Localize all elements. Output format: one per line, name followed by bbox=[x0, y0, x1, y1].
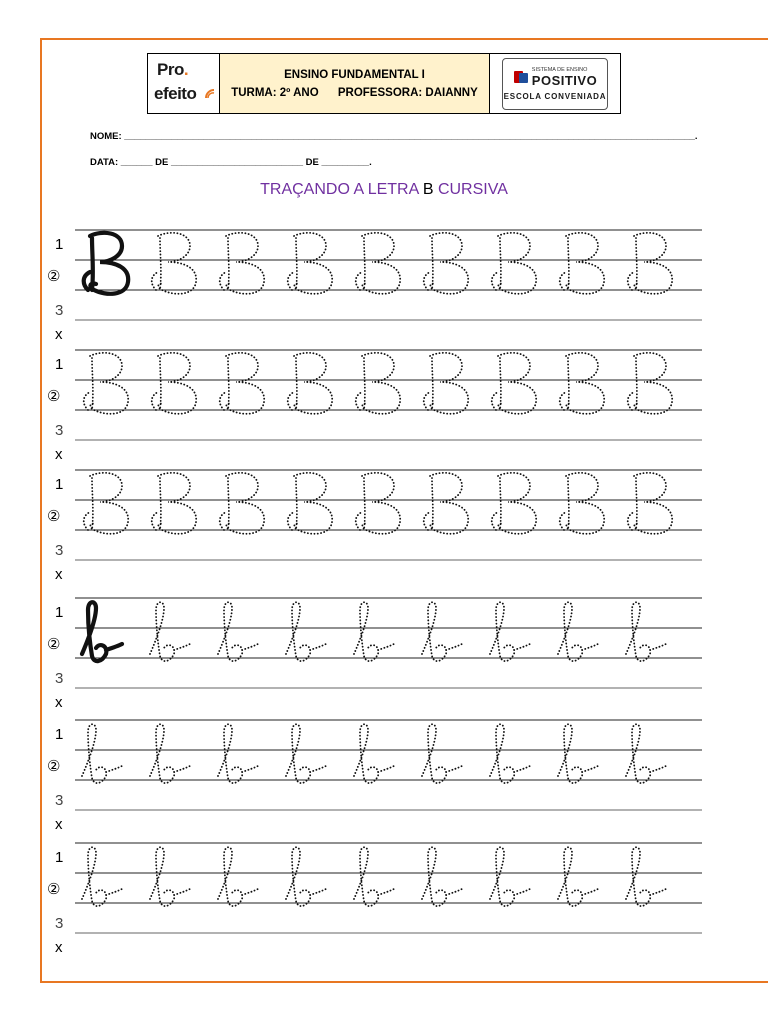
traced-letter-b bbox=[422, 847, 462, 906]
traced-letter-b bbox=[218, 724, 258, 783]
traced-letter-b bbox=[286, 602, 326, 661]
traced-letter-b bbox=[558, 602, 598, 661]
row-marker-1: 1 bbox=[55, 604, 64, 621]
title-letter: B bbox=[422, 181, 434, 198]
traced-letter-b bbox=[218, 602, 258, 661]
traced-letter-B bbox=[288, 353, 332, 414]
traced-letter-B bbox=[152, 353, 196, 414]
model-letter-b bbox=[82, 602, 122, 661]
traced-letter-b bbox=[626, 724, 666, 783]
traced-letter-B bbox=[152, 233, 196, 294]
row-marker-3: 3 bbox=[55, 302, 64, 319]
row-marker-2: ② bbox=[47, 508, 61, 525]
traced-letter-b bbox=[490, 724, 530, 783]
traced-letter-B bbox=[220, 353, 264, 414]
traced-letter-B bbox=[560, 353, 604, 414]
traced-letter-b bbox=[490, 602, 530, 661]
traced-letter-B bbox=[220, 233, 264, 294]
row-marker-3: 3 bbox=[55, 422, 64, 439]
row-marker-2: ② bbox=[47, 268, 61, 285]
positivo-brand-text: POSITIVO bbox=[531, 72, 598, 88]
row-marker-3: 3 bbox=[55, 670, 64, 687]
row-marker-2: ② bbox=[47, 881, 61, 898]
traced-letter-b bbox=[286, 847, 326, 906]
traced-letter-b bbox=[626, 602, 666, 661]
row-marker-x: x bbox=[55, 326, 63, 343]
traced-letter-b bbox=[286, 724, 326, 783]
school-level: ENSINO FUNDAMENTAL I bbox=[284, 68, 425, 81]
row-marker-1: 1 bbox=[55, 236, 64, 253]
traced-letter-B bbox=[220, 473, 264, 534]
traced-letter-B bbox=[628, 233, 672, 294]
traced-letter-b bbox=[150, 602, 190, 661]
traced-letter-B bbox=[288, 473, 332, 534]
traced-letter-b bbox=[422, 602, 462, 661]
row-marker-1: 1 bbox=[55, 356, 64, 373]
row-marker-x: x bbox=[55, 939, 63, 956]
traced-letter-b bbox=[558, 724, 598, 783]
row-marker-3: 3 bbox=[55, 542, 64, 559]
row-marker-x: x bbox=[55, 816, 63, 833]
traced-letter-B bbox=[152, 473, 196, 534]
traced-letter-B bbox=[492, 353, 536, 414]
traced-letter-B bbox=[560, 473, 604, 534]
traced-letter-B bbox=[424, 353, 468, 414]
traced-letter-B bbox=[424, 233, 468, 294]
traced-letter-B bbox=[628, 473, 672, 534]
row-marker-1: 1 bbox=[55, 476, 64, 493]
traced-letter-B bbox=[492, 233, 536, 294]
traced-letter-B bbox=[560, 233, 604, 294]
traced-letter-B bbox=[492, 473, 536, 534]
traced-letter-b bbox=[82, 847, 122, 906]
turma-label: TURMA: 2º ANO bbox=[231, 86, 319, 99]
data-field[interactable]: DATA: ______ DE _________________________ DE _________. bbox=[90, 157, 372, 168]
nome-field[interactable]: NOME: ____________________________________________________________________________________________________________. bbox=[90, 131, 698, 142]
row-marker-3: 3 bbox=[55, 915, 64, 932]
traced-letter-B bbox=[84, 473, 128, 534]
traced-letter-b bbox=[82, 724, 122, 783]
traced-letter-b bbox=[354, 724, 394, 783]
traced-letter-b bbox=[150, 847, 190, 906]
worksheet-title: TRAÇANDO A LETRA B CURSIVA bbox=[260, 181, 508, 198]
row-marker-x: x bbox=[55, 446, 63, 463]
traced-letter-B bbox=[288, 233, 332, 294]
row-marker-3: 3 bbox=[55, 792, 64, 809]
traced-letter-B bbox=[84, 353, 128, 414]
traced-letter-B bbox=[356, 233, 400, 294]
model-letter-B bbox=[84, 233, 128, 294]
traced-letter-b bbox=[218, 847, 258, 906]
traced-letter-B bbox=[424, 473, 468, 534]
logo-dot: . bbox=[183, 60, 189, 79]
row-marker-2: ② bbox=[47, 758, 61, 775]
traced-letter-b bbox=[626, 847, 666, 906]
row-marker-x: x bbox=[55, 694, 63, 711]
escola-conveniada-text: ESCOLA CONVENIADA bbox=[503, 91, 607, 101]
traced-letter-b bbox=[558, 847, 598, 906]
traced-letter-b bbox=[150, 724, 190, 783]
row-marker-x: x bbox=[55, 566, 63, 583]
row-marker-2: ② bbox=[47, 636, 61, 653]
traced-letter-B bbox=[356, 353, 400, 414]
traced-letter-B bbox=[356, 473, 400, 534]
logo-efeito-text: efeito bbox=[154, 84, 197, 103]
row-marker-2: ② bbox=[47, 388, 61, 405]
logo-pro-text: Pro bbox=[157, 60, 184, 79]
traced-letter-b bbox=[354, 847, 394, 906]
row-marker-1: 1 bbox=[55, 849, 64, 866]
professora-label: PROFESSORA: DAIANNY bbox=[337, 86, 478, 99]
traced-letter-b bbox=[490, 847, 530, 906]
traced-letter-B bbox=[628, 353, 672, 414]
traced-letter-b bbox=[422, 724, 462, 783]
traced-letter-b bbox=[354, 602, 394, 661]
positivo-small-text: SISTEMA DE ENSINO bbox=[531, 66, 588, 73]
row-marker-1: 1 bbox=[55, 726, 64, 743]
